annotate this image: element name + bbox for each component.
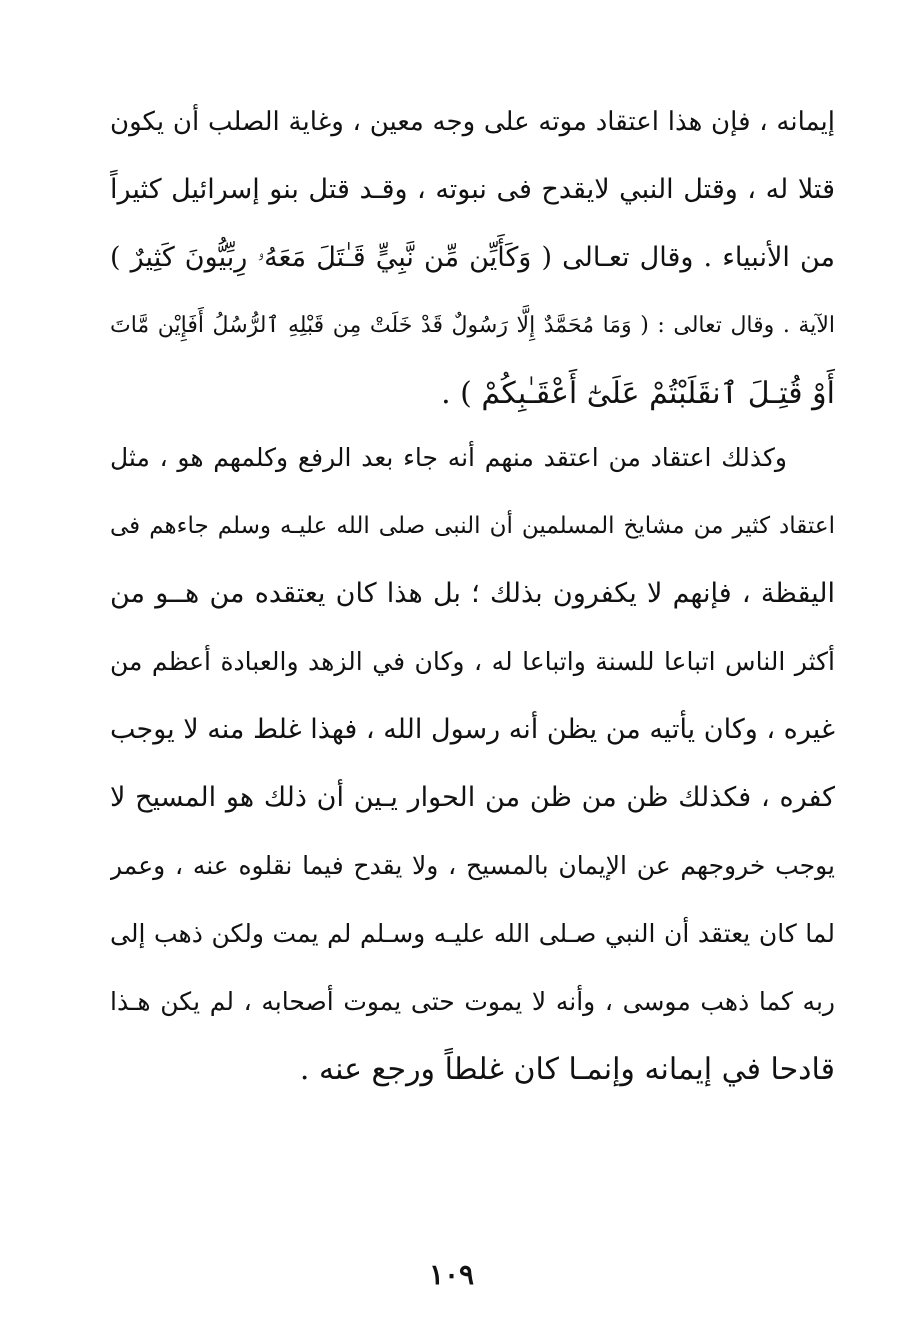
text-line: لما كان يعتقد أن النبي صـلى الله عليـه وسـلم لم يمت ولكن ذهب إلى <box>110 919 835 948</box>
text-line: اعتقاد كثير من مشايخ المسلمين أن النبى صلى الله عليـه وسلم جاءهم فى <box>110 513 835 539</box>
text-line: أكثر الناس اتباعا للسنة واتباعا له ، وكان في الزهد والعبادة أعظم من <box>110 647 835 676</box>
paragraph-2 <box>110 424 835 1104</box>
page-number: ١٠٩ <box>428 1258 475 1291</box>
text-line: قتلا له ، وقتل النبي لايقدح فى نبوته ، وقـد قتل بنو إسرائيل كثيراً <box>110 174 835 205</box>
paragraph-1 <box>110 88 835 428</box>
text-line: قادحا في إيمانه وإنمـا كان غلطاً ورجع عنه . <box>299 1052 835 1087</box>
text-line: يوجب خروجهم عن الإيمان بالمسيح ، ولا يقدح فيما نقلوه عنه ، وعمر <box>110 851 835 880</box>
text-line: غيره ، وكان يأتيه من يظن أنه رسول الله ، فهذا غلط منه لا يوجب <box>110 714 835 745</box>
text-line-with-quran-verse: أَوْ قُتِـلَ ٱنقَلَبْتُمْ عَلَىٰٓ أَعْقَـٰبِكُمْ ) . <box>441 376 835 411</box>
text-line: وكذلك اعتقاد من اعتقد منهم أنه جاء بعد الرفع وكلمهم هو ، مثل <box>110 443 787 472</box>
text-line-with-quran-verse: من الأنبياء . وقال تعـالى ( وَكَأَيِّن مِّن نَّبِيٍّ قَـٰتَلَ مَعَهُۥ رِبِّيُّونَ كَثِيرٌ ) <box>110 242 835 273</box>
text-line: إيمانه ، فإن هذا اعتقاد موته على وجه معين ، وغاية الصلب أن يكون <box>110 107 835 137</box>
text-line-with-quran-verse: الآية . وقال تعالى : ( وَمَا مُحَمَّدٌ إِلَّا رَسُولٌ قَدْ خَلَتْ مِن قَبْلِهِ ٱلرُّسُلُ أَفَإِيْن مَّاتَ <box>110 313 835 338</box>
text-line: اليقظة ، فإنهم لا يكفرون بذلك ؛ بل هذا كان يعتقده من هــو من <box>110 578 835 609</box>
text-line: كفره ، فكذلك ظن من ظن من الحوار يـين أن ذلك هو المسيح لا <box>110 782 835 813</box>
text-line: ربه كما ذهب موسى ، وأنه لا يموت حتى يموت أصحابه ، لم يكن هـذا <box>110 987 835 1016</box>
